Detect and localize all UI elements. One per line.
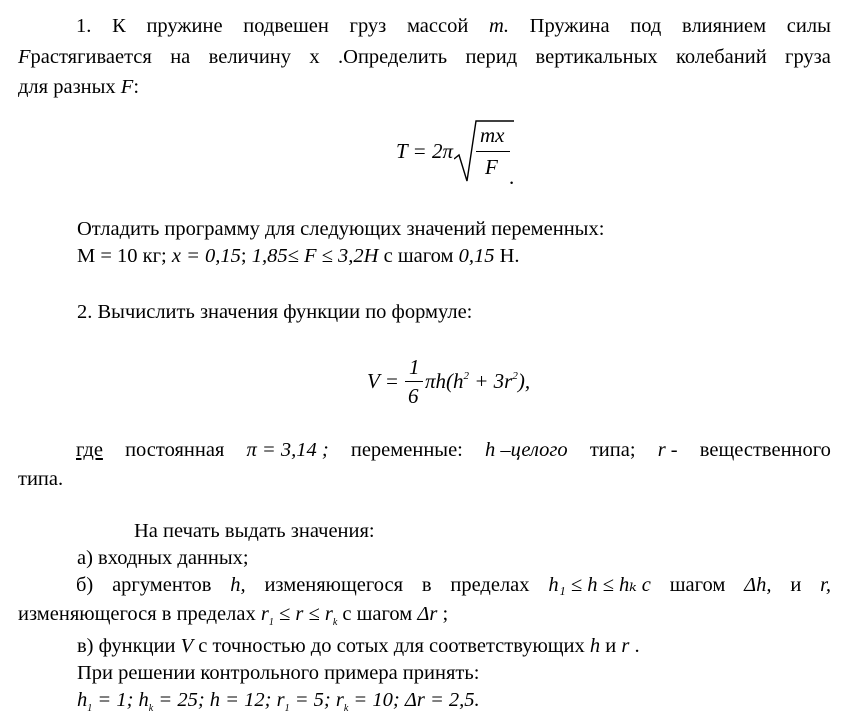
formula-volume-lhs: V = xyxy=(367,369,399,393)
item-b2-r: r xyxy=(260,603,269,625)
values-step: 0,15 xyxy=(458,245,495,267)
formula-period-lhs: T = 2π xyxy=(396,139,453,163)
where-line-word: переменные: xyxy=(350,439,463,461)
item-b-word: шагом xyxy=(669,574,726,596)
item-a: а) входных данных; xyxy=(77,547,249,569)
task1-line2-word: на xyxy=(170,46,191,68)
formula-volume-num: 1 xyxy=(409,355,420,379)
final-sub3: 1 xyxy=(284,703,290,714)
item-c-V: V xyxy=(180,635,194,657)
task1-line3-var: F xyxy=(120,76,134,98)
task1-line3 xyxy=(18,75,139,99)
item-b-word: аргументов xyxy=(112,574,212,596)
item-b2-step: Δr xyxy=(417,603,438,625)
fraction-bar xyxy=(405,381,423,382)
task1-line1-word: силы xyxy=(786,15,831,37)
values-f-range: 1,85≤ F ≤ 3,2H xyxy=(251,245,379,267)
task1-line3-text: для разных xyxy=(18,76,116,98)
item-b-word: пределах xyxy=(450,574,530,596)
task1-line2-word: величину xyxy=(208,46,292,68)
formula-volume-sup2: 2 xyxy=(512,370,518,382)
item-b2-sub2: k xyxy=(332,617,338,628)
task1-line2-word: Fрастягивается xyxy=(18,46,152,68)
item-b-line2 xyxy=(18,602,448,630)
where-line-word: π = 3,14 ; xyxy=(246,439,329,461)
item-b2-step-label: с шагом xyxy=(337,603,418,625)
item-c-end: . xyxy=(629,635,640,657)
item-b-word: r, xyxy=(820,574,831,596)
item-b2-text: изменяющегося в пределах xyxy=(18,603,261,625)
values-mass: M = 10 кг; xyxy=(77,245,172,267)
fraction-bar xyxy=(476,151,510,152)
values-sep: ; xyxy=(240,245,252,267)
final-sub1: 1 xyxy=(87,703,93,714)
item-b-word: Δh, xyxy=(744,574,772,596)
control-values xyxy=(77,688,480,716)
debug-line: Отладить программу для следующих значений переменных: xyxy=(77,218,605,240)
item-b2-end: ; xyxy=(437,603,449,625)
task1-line1-word: подвешен xyxy=(243,15,329,37)
item-b-word: б) xyxy=(76,574,94,596)
values-x: x = 0,15 xyxy=(171,245,241,267)
final-part3: = 5; r xyxy=(289,689,344,711)
formula-period-num: mx xyxy=(480,123,505,147)
final-sub2: k xyxy=(148,703,154,714)
where-line xyxy=(18,438,831,462)
final-h: h xyxy=(77,689,88,711)
task1-line3-end: : xyxy=(133,76,140,98)
task1-line2-word: .Определить xyxy=(338,46,448,68)
formula-period-den: F xyxy=(485,155,498,179)
task1-line2-word: x xyxy=(309,46,320,68)
task1-line2-word: груза xyxy=(785,46,831,68)
where-line-end: типа. xyxy=(18,468,64,490)
final-part2: = 25; h = 12; r xyxy=(153,689,285,711)
task2-title: 2. Вычислить значения функции по формуле: xyxy=(77,301,473,323)
where-line-word: r - xyxy=(657,439,678,461)
task1-line2 xyxy=(18,45,831,69)
task1-line2-word: вертикальных xyxy=(535,46,658,68)
task1-line1 xyxy=(18,14,831,38)
item-c-text2: с точностью до сотых для соответствующих xyxy=(193,635,590,657)
item-b-word: h₁ ≤ h ≤ hₖ с xyxy=(548,574,651,596)
task1-line1-word: влиянием xyxy=(682,15,767,37)
values-unit: Н. xyxy=(494,245,520,267)
item-b-line1 xyxy=(18,573,831,597)
where-line-word: постоянная xyxy=(125,439,225,461)
where-line-word: h –целого xyxy=(485,439,568,461)
item-b2-sub1: 1 xyxy=(268,617,274,628)
task1-line1-word: под xyxy=(630,15,662,37)
control-title: При решении контрольного примера принять: xyxy=(77,662,480,684)
values-step-label: с шагом xyxy=(378,245,459,267)
task1-line1-word: массой xyxy=(406,15,469,37)
item-b-word: изменяющегося xyxy=(264,574,404,596)
item-c xyxy=(77,634,640,658)
final-part1: = 1; h xyxy=(92,689,149,711)
formula-volume-part2: + 3r xyxy=(469,369,513,393)
where-line-word: типа; xyxy=(589,439,636,461)
task1-line1-word: К xyxy=(112,15,126,37)
values-line xyxy=(77,244,520,268)
final-sub4: k xyxy=(343,703,349,714)
task1-line1-word: Пружина xyxy=(529,15,610,37)
formula-period-dot: . xyxy=(509,165,515,189)
formula-volume-part3: ), xyxy=(517,369,531,393)
task1-line2-F: F xyxy=(18,46,31,68)
task1-line1-word: груз xyxy=(349,15,387,37)
item-b-word: h, xyxy=(230,574,246,596)
task1-line2-word: колебаний xyxy=(676,46,767,68)
item-b-word: в xyxy=(421,574,432,596)
task1-line1-word: 1. xyxy=(76,15,92,37)
formula-volume-part1: πh(h xyxy=(425,369,464,393)
item-b2-mid: ≤ r ≤ r xyxy=(273,603,333,625)
item-c-and: и xyxy=(600,635,622,657)
final-part4: = 10; Δr = 2,5. xyxy=(348,689,480,711)
item-c-text1: в) функции xyxy=(77,635,181,657)
task1-line2-word: перид xyxy=(465,46,518,68)
item-c-h: h xyxy=(589,635,601,657)
where-line-word: где xyxy=(76,439,103,461)
item-b-word: и xyxy=(790,574,802,596)
where-line-word: вещественного xyxy=(699,439,831,461)
task1-line1-word: m. xyxy=(489,15,509,37)
formula-volume-den: 6 xyxy=(408,384,419,408)
task1-line1-word: пружине xyxy=(146,15,223,37)
print-title: На печать выдать значения: xyxy=(134,520,375,542)
formula-volume-sup1: 2 xyxy=(463,370,470,382)
item-c-r: r xyxy=(621,635,630,657)
